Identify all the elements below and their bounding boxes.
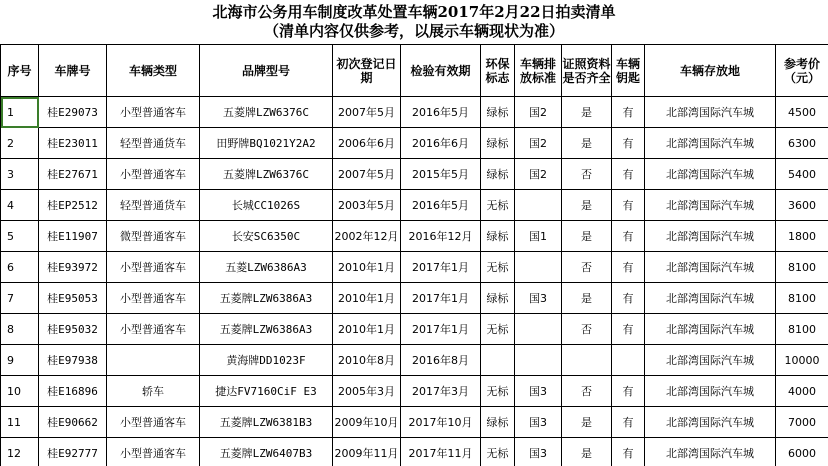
- cell-price[interactable]: 10000: [776, 345, 828, 376]
- table-row: [1, 376, 828, 407]
- cell-price[interactable]: 3600: [776, 190, 828, 221]
- cell-plate[interactable]: 桂EP2512: [39, 190, 107, 221]
- col-header-price[interactable]: 参考价（元）: [776, 45, 828, 97]
- cell-index[interactable]: 8: [1, 314, 39, 345]
- cell-emission[interactable]: [515, 314, 562, 345]
- cell-price[interactable]: 8100: [776, 252, 828, 283]
- cell-docs[interactable]: [562, 345, 612, 376]
- cell-reg-date[interactable]: 2007年5月: [333, 97, 401, 128]
- cell-eco-label[interactable]: 绿标: [481, 283, 515, 314]
- cell-inspection[interactable]: 2017年10月: [401, 407, 481, 438]
- table-row: [1, 97, 828, 128]
- cell-reg-date[interactable]: 2006年6月: [333, 128, 401, 159]
- cell-eco-label[interactable]: 绿标: [481, 128, 515, 159]
- cell-index[interactable]: 12: [1, 438, 39, 466]
- cell-price[interactable]: 6000: [776, 438, 828, 466]
- cell-inspection[interactable]: 2017年11月: [401, 438, 481, 466]
- cell-reg-date[interactable]: 2007年5月: [333, 159, 401, 190]
- cell-eco-label[interactable]: 绿标: [481, 221, 515, 252]
- cell-emission[interactable]: [515, 190, 562, 221]
- cell-docs[interactable]: 是: [562, 407, 612, 438]
- cell-emission[interactable]: [515, 345, 562, 376]
- cell-inspection[interactable]: 2017年3月: [401, 376, 481, 407]
- cell-eco-label[interactable]: 无标: [481, 376, 515, 407]
- cell-emission[interactable]: 国3: [515, 283, 562, 314]
- cell-inspection[interactable]: 2016年5月: [401, 97, 481, 128]
- cell-type[interactable]: 轻型普通货车: [107, 190, 200, 221]
- cell-price[interactable]: 7000: [776, 407, 828, 438]
- cell-location[interactable]: 北部湾国际汽车城: [645, 97, 776, 128]
- cell-type[interactable]: 小型普通客车: [107, 283, 200, 314]
- cell-reg-date[interactable]: 2005年3月: [333, 376, 401, 407]
- cell-type[interactable]: 小型普通客车: [107, 438, 200, 466]
- cell-inspection[interactable]: 2016年6月: [401, 128, 481, 159]
- cell-location[interactable]: 北部湾国际汽车城: [645, 252, 776, 283]
- cell-inspection[interactable]: 2016年12月: [401, 221, 481, 252]
- cell-price[interactable]: 5400: [776, 159, 828, 190]
- cell-eco-label[interactable]: 无标: [481, 314, 515, 345]
- title-note: （清单内容仅供参考，以展示车辆现状为准）: [263, 22, 564, 40]
- cell-emission[interactable]: 国1: [515, 221, 562, 252]
- title-main: 北海市公务用车制度改革处置车辆2017年2月22日拍卖清单: [212, 3, 616, 21]
- cell-index[interactable]: 11: [1, 407, 39, 438]
- col-header-reg-date[interactable]: 初次登记日期: [333, 45, 401, 97]
- cell-keys[interactable]: 有: [612, 407, 645, 438]
- cell-emission[interactable]: 国3: [515, 438, 562, 466]
- cell-type[interactable]: 小型普通客车: [107, 97, 200, 128]
- col-header-eco-label[interactable]: 环保标志: [481, 45, 515, 97]
- cell-plate[interactable]: 桂E23011: [39, 128, 107, 159]
- cell-docs[interactable]: 是: [562, 128, 612, 159]
- cell-emission[interactable]: [515, 252, 562, 283]
- cell-docs[interactable]: 否: [562, 376, 612, 407]
- cell-index[interactable]: 6: [1, 252, 39, 283]
- cell-inspection[interactable]: 2016年5月: [401, 190, 481, 221]
- cell-model[interactable]: 五菱LZW6386A3: [200, 252, 333, 283]
- cell-docs[interactable]: 是: [562, 221, 612, 252]
- cell-index[interactable]: 4: [1, 190, 39, 221]
- cell-eco-label[interactable]: 绿标: [481, 97, 515, 128]
- cell-keys[interactable]: 有: [612, 283, 645, 314]
- cell-reg-date[interactable]: 2003年5月: [333, 190, 401, 221]
- cell-plate[interactable]: 桂E92777: [39, 438, 107, 466]
- col-header-keys[interactable]: 车辆钥匙: [612, 45, 645, 97]
- table-row: [1, 221, 828, 252]
- col-header-location[interactable]: 车辆存放地: [645, 45, 776, 97]
- cell-keys[interactable]: 有: [612, 376, 645, 407]
- cell-index[interactable]: 10: [1, 376, 39, 407]
- col-header-index[interactable]: 序号: [1, 45, 39, 97]
- cell-model[interactable]: 五菱牌LZW6407B3: [200, 438, 333, 466]
- cell-model[interactable]: 捷达FV7160CiF E3: [200, 376, 333, 407]
- cell-index[interactable]: 9: [1, 345, 39, 376]
- cell-model[interactable]: 五菱牌LZW6381B3: [200, 407, 333, 438]
- cell-inspection[interactable]: 2015年5月: [401, 159, 481, 190]
- cell-docs[interactable]: 是: [562, 438, 612, 466]
- cell-location[interactable]: 北部湾国际汽车城: [645, 128, 776, 159]
- cell-location[interactable]: 北部湾国际汽车城: [645, 345, 776, 376]
- col-header-model[interactable]: 品牌型号: [200, 45, 333, 97]
- cell-docs[interactable]: 否: [562, 252, 612, 283]
- cell-reg-date[interactable]: 2009年11月: [333, 438, 401, 466]
- cell-emission[interactable]: 国2: [515, 97, 562, 128]
- col-header-inspection[interactable]: 检验有效期: [401, 45, 481, 97]
- cell-model[interactable]: 长城CC1026S: [200, 190, 333, 221]
- cell-eco-label[interactable]: 无标: [481, 252, 515, 283]
- table-row: [1, 190, 828, 221]
- table-row: [1, 128, 828, 159]
- cell-keys[interactable]: 有: [612, 159, 645, 190]
- cell-docs[interactable]: 否: [562, 314, 612, 345]
- table-row: [1, 345, 828, 376]
- cell-reg-date[interactable]: 2010年1月: [333, 283, 401, 314]
- cell-model[interactable]: 五菱牌LZW6376C: [200, 97, 333, 128]
- cell-location[interactable]: 北部湾国际汽车城: [645, 190, 776, 221]
- cell-emission[interactable]: 国2: [515, 128, 562, 159]
- col-header-docs[interactable]: 证照资料是否齐全: [562, 45, 612, 97]
- cell-location[interactable]: 北部湾国际汽车城: [645, 376, 776, 407]
- header-row: [1, 45, 828, 97]
- cell-reg-date[interactable]: 2010年1月: [333, 314, 401, 345]
- cell-price[interactable]: 8100: [776, 283, 828, 314]
- cell-type[interactable]: 轿车: [107, 376, 200, 407]
- cell-keys[interactable]: 有: [612, 97, 645, 128]
- cell-keys[interactable]: 有: [612, 438, 645, 466]
- table-row: [1, 314, 828, 345]
- cell-type[interactable]: [107, 345, 200, 376]
- cell-model[interactable]: 五菱牌LZW6386A3: [200, 283, 333, 314]
- cell-docs[interactable]: 是: [562, 190, 612, 221]
- col-header-type[interactable]: 车辆类型: [107, 45, 200, 97]
- col-header-plate[interactable]: 车牌号: [39, 45, 107, 97]
- cell-location[interactable]: 北部湾国际汽车城: [645, 438, 776, 466]
- cell-model[interactable]: 长安SC6350C: [200, 221, 333, 252]
- cell-eco-label[interactable]: 无标: [481, 190, 515, 221]
- cell-plate[interactable]: 桂E95053: [39, 283, 107, 314]
- cell-location[interactable]: 北部湾国际汽车城: [645, 221, 776, 252]
- cell-inspection[interactable]: 2017年1月: [401, 252, 481, 283]
- cell-emission[interactable]: 国3: [515, 376, 562, 407]
- cell-index[interactable]: 1: [1, 97, 39, 128]
- cell-plate[interactable]: 桂E27671: [39, 159, 107, 190]
- cell-type[interactable]: 小型普通客车: [107, 252, 200, 283]
- cell-model[interactable]: 田野牌BQ1021Y2A2: [200, 128, 333, 159]
- col-header-emission[interactable]: 车辆排放标准: [515, 45, 562, 97]
- cell-reg-date[interactable]: 2009年10月: [333, 407, 401, 438]
- table-row: [1, 407, 828, 438]
- table-row: [1, 438, 828, 466]
- cell-reg-date[interactable]: 2010年1月: [333, 252, 401, 283]
- cell-model[interactable]: 黄海牌DD1023F: [200, 345, 333, 376]
- cell-price[interactable]: 4000: [776, 376, 828, 407]
- cell-keys[interactable]: [612, 345, 645, 376]
- cell-price[interactable]: 4500: [776, 97, 828, 128]
- cell-eco-label[interactable]: [481, 345, 515, 376]
- cell-plate[interactable]: 桂E16896: [39, 376, 107, 407]
- cell-type[interactable]: 轻型普通货车: [107, 128, 200, 159]
- cell-location[interactable]: 北部湾国际汽车城: [645, 314, 776, 345]
- cell-index[interactable]: 5: [1, 221, 39, 252]
- cell-index[interactable]: 2: [1, 128, 39, 159]
- cell-eco-label[interactable]: 绿标: [481, 407, 515, 438]
- cell-keys[interactable]: 有: [612, 252, 645, 283]
- cell-eco-label[interactable]: 绿标: [481, 159, 515, 190]
- cell-docs[interactable]: 是: [562, 283, 612, 314]
- cell-type[interactable]: 小型普通客车: [107, 407, 200, 438]
- cell-inspection[interactable]: 2017年1月: [401, 314, 481, 345]
- cell-index[interactable]: 3: [1, 159, 39, 190]
- cell-location[interactable]: 北部湾国际汽车城: [645, 407, 776, 438]
- cell-price[interactable]: 6300: [776, 128, 828, 159]
- cell-location[interactable]: 北部湾国际汽车城: [645, 283, 776, 314]
- cell-plate[interactable]: 桂E29073: [39, 97, 107, 128]
- table-row: [1, 283, 828, 314]
- cell-plate[interactable]: 桂E11907: [39, 221, 107, 252]
- cell-plate[interactable]: 桂E93972: [39, 252, 107, 283]
- cell-plate[interactable]: 桂E90662: [39, 407, 107, 438]
- cell-eco-label[interactable]: 无标: [481, 438, 515, 466]
- table-row: [1, 159, 828, 190]
- cell-emission[interactable]: 国3: [515, 407, 562, 438]
- sheet-title: [0, 0, 828, 44]
- cell-index[interactable]: 7: [1, 283, 39, 314]
- cell-inspection[interactable]: 2016年8月: [401, 345, 481, 376]
- auction-table: [0, 44, 828, 466]
- cell-type[interactable]: 微型普通客车: [107, 221, 200, 252]
- cell-price[interactable]: 1800: [776, 221, 828, 252]
- cell-type[interactable]: 小型普通客车: [107, 314, 200, 345]
- cell-keys[interactable]: 有: [612, 314, 645, 345]
- cell-reg-date[interactable]: 2002年12月: [333, 221, 401, 252]
- cell-reg-date[interactable]: 2010年8月: [333, 345, 401, 376]
- cell-docs[interactable]: 是: [562, 97, 612, 128]
- cell-model[interactable]: 五菱牌LZW6386A3: [200, 314, 333, 345]
- cell-keys[interactable]: 有: [612, 190, 645, 221]
- cell-type[interactable]: 小型普通客车: [107, 159, 200, 190]
- cell-emission[interactable]: 国2: [515, 159, 562, 190]
- cell-docs[interactable]: 否: [562, 159, 612, 190]
- cell-keys[interactable]: 有: [612, 128, 645, 159]
- cell-location[interactable]: 北部湾国际汽车城: [645, 159, 776, 190]
- cell-inspection[interactable]: 2017年1月: [401, 283, 481, 314]
- cell-keys[interactable]: 有: [612, 221, 645, 252]
- cell-model[interactable]: 五菱牌LZW6376C: [200, 159, 333, 190]
- cell-price[interactable]: 8100: [776, 314, 828, 345]
- cell-plate[interactable]: 桂E97938: [39, 345, 107, 376]
- cell-plate[interactable]: 桂E95032: [39, 314, 107, 345]
- table-row: [1, 252, 828, 283]
